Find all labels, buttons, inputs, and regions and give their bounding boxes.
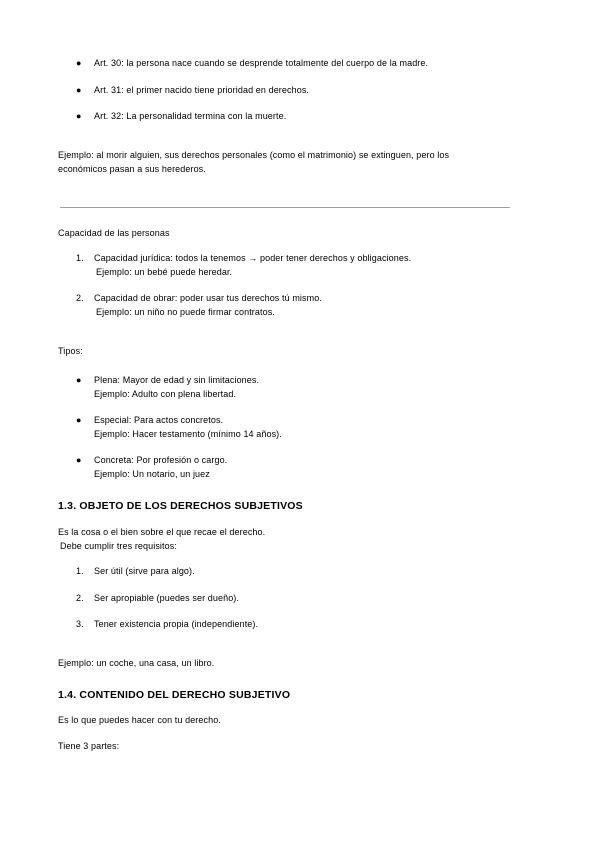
- requirement-util: Ser útil (sirve para algo).: [94, 566, 195, 576]
- capacity-juridica: Capacidad jurídica: todos la tenemos → poder tener derechos y obligaciones.: [94, 253, 412, 263]
- example-death-line1: Ejemplo: al morir alguien, sus derechos personales (como el matrimonio) se extinguen, pero los: [58, 150, 450, 160]
- bullet: ●: [76, 375, 82, 385]
- type-concreta: Concreta: Por profesión o cargo.: [94, 455, 228, 465]
- list-number: 2.: [76, 293, 84, 303]
- type-especial-example: Ejemplo: Hacer testamento (mínimo 14 años).: [94, 429, 282, 439]
- requirement-apropiable: Ser apropiable (puedes ser dueño).: [94, 593, 239, 603]
- bullet: ●: [76, 85, 82, 95]
- type-plena-example: Ejemplo: Adulto con plena libertad.: [94, 389, 237, 399]
- section-1-4-title: 1.4. CONTENIDO DEL DERECHO SUBJETIVO: [58, 689, 291, 701]
- section-1-4-intro: Es lo que puedes hacer con tu derecho.: [58, 715, 221, 725]
- section-1-4-parts: Tiene 3 partes:: [58, 741, 120, 751]
- list-number: 2.: [76, 593, 84, 603]
- capacity-obrar: Capacidad de obrar: poder usar tus derechos tú mismo.: [94, 293, 322, 303]
- bullet: ●: [76, 58, 82, 68]
- horizontal-divider: [60, 207, 510, 208]
- types-heading: Tipos:: [58, 346, 83, 356]
- list-number: 1.: [76, 566, 84, 576]
- article-32: Art. 32: La personalidad termina con la muerte.: [94, 111, 287, 121]
- capacity-heading: Capacidad de las personas: [58, 228, 170, 238]
- section-1-3-example: Ejemplo: un coche, una casa, un libro.: [58, 658, 215, 668]
- section-1-3-intro: Es la cosa o el bien sobre el que recae el derecho.: [58, 527, 266, 537]
- type-concreta-example: Ejemplo: Un notario, un juez: [94, 469, 210, 479]
- bullet: ●: [76, 111, 82, 121]
- list-number: 1.: [76, 253, 84, 263]
- type-especial: Especial: Para actos concretos.: [94, 415, 224, 425]
- bullet: ●: [76, 455, 82, 465]
- capacity-obrar-example: Ejemplo: un niño no puede firmar contratos.: [96, 307, 275, 317]
- section-1-3-requirements-lead: Debe cumplir tres requisitos:: [60, 541, 177, 551]
- bullet: ●: [76, 415, 82, 425]
- section-1-3-title: 1.3. OBJETO DE LOS DERECHOS SUBJETIVOS: [58, 500, 303, 512]
- type-plena: Plena: Mayor de edad y sin limitaciones.: [94, 375, 260, 385]
- list-number: 3.: [76, 619, 84, 629]
- capacity-juridica-example: Ejemplo: un bebé puede heredar.: [96, 267, 233, 277]
- article-31: Art. 31: el primer nacido tiene prioridad en derechos.: [94, 85, 310, 95]
- requirement-existencia: Tener existencia propia (independiente).: [94, 619, 259, 629]
- article-30: Art. 30: la persona nace cuando se desprende totalmente del cuerpo de la madre.: [94, 58, 429, 68]
- example-death-line2: económicos pasan a sus herederos.: [58, 164, 206, 174]
